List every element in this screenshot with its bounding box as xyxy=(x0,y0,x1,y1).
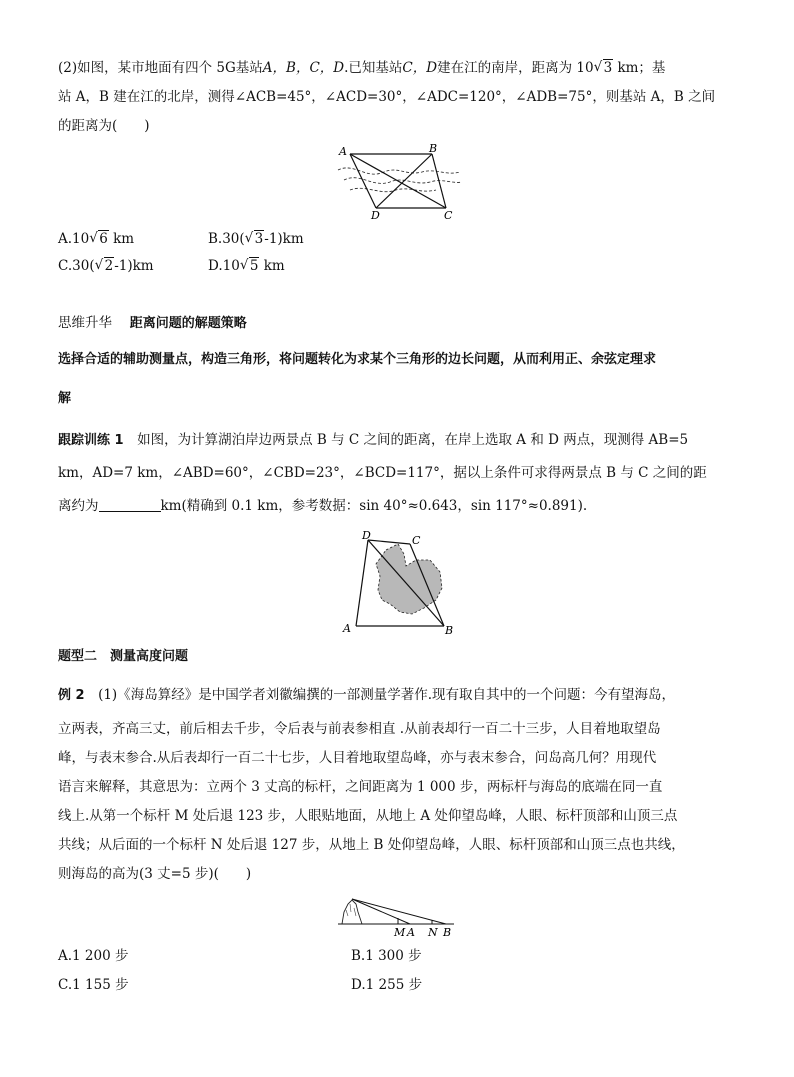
q2-text-b: A，B，C，D xyxy=(262,60,345,76)
label-d: D xyxy=(371,209,380,222)
example2-line-7: 则海岛的高为(3 丈=5 步)( ) xyxy=(58,866,252,882)
island-peak xyxy=(342,900,362,924)
summary-body-2: 解 xyxy=(58,391,72,406)
q2-text-e: 建在江的南岸，距离为 10 xyxy=(437,60,594,76)
lake-figure xyxy=(340,530,460,638)
q2-text-d: C，D xyxy=(402,60,438,76)
edge-da xyxy=(356,540,368,626)
diagonal-ac xyxy=(350,154,446,208)
sqrt-symbol: √ 5 xyxy=(240,256,260,276)
example2-line-6: 共线；从后面的一个标杆 N 处后退 127 步，从地上 B 处仰望岛峰，人眼、标杆顶部和山顶三点也共线， xyxy=(58,837,685,853)
river-bank-line xyxy=(338,168,460,174)
example2-option-d[interactable]: D.1 255 步 xyxy=(351,977,423,993)
q2-line-1 xyxy=(58,58,665,78)
q2-text-a: (2)如图，某市地面有四个 5G基站 xyxy=(58,60,263,76)
summary-title: 距离问题的解题策略 xyxy=(129,316,247,331)
answer-blank[interactable] xyxy=(99,497,161,512)
label-b: B xyxy=(429,142,438,155)
example2-option-b[interactable]: B.1 300 步 xyxy=(351,948,422,964)
example2-line-1: 例 2 (1)《海岛算经》是中国学者刘徽编撰的一部测量学著作.现有取自其中的一个问题：今有望海岛， xyxy=(58,687,675,703)
example2-line-3: 峰，与表末参合.从后表却行一百二十七步，人目着地取望岛峰，亦与表末参合，问岛高几何？用现代 xyxy=(58,750,657,766)
label-a: A xyxy=(407,926,415,938)
label-c: C xyxy=(444,209,453,222)
example2-label: 例 2 xyxy=(58,688,85,703)
island-figure xyxy=(338,890,458,938)
practice-line-2: km，AD=7 km，∠ABD=60°，∠CBD=23°，∠BCD=117°，据以上条件可求得两景点 B 与 C 之间的距 xyxy=(58,465,707,481)
label-c: C xyxy=(412,534,421,547)
label-b: B xyxy=(445,624,454,637)
type2-heading: 题型二 测量高度问题 xyxy=(58,649,189,664)
example2-line-2: 立两表，齐高三丈，前后相去千步，令后表与前表参相直 .从前表却行一百二十三步，人目着地取望岛 xyxy=(58,721,661,737)
q2-option-b[interactable]: B.30(√ 3-1)km xyxy=(208,229,304,249)
label-d: D xyxy=(362,530,371,542)
q2-text-c: .已知基站 xyxy=(344,60,403,76)
sqrt-symbol: √ 6 xyxy=(89,229,109,249)
practice-line-1: 跟踪训练 1 如图，为计算湖泊岸边两景点 B 与 C 之间的距离，在岸上选取 A 和 D 两点，现测得 AB=5 xyxy=(58,432,689,448)
edge-ad xyxy=(350,154,376,208)
q2-option-d[interactable]: D.10√ 5 km xyxy=(208,256,285,276)
label-m: M xyxy=(394,926,406,938)
diagonal-bd xyxy=(376,154,432,208)
q2-option-a[interactable]: A.10√ 6 km xyxy=(58,229,134,249)
example2-line-4: 语言来解释，其意思为：立两个 3 丈高的标杆，之间距离为 1 000 步，两标杆与海岛的底端在同一直 xyxy=(58,779,663,795)
q2-line-3: 的距离为( ) xyxy=(58,118,150,134)
label-b: B xyxy=(443,926,452,938)
example2-option-c[interactable]: C.1 155 步 xyxy=(58,977,129,993)
river-quadrilateral-figure xyxy=(336,142,466,222)
label-a: A xyxy=(343,622,351,635)
sqrt-symbol: √ 3 xyxy=(594,58,614,78)
lake-shape xyxy=(376,544,442,614)
example2-option-a[interactable]: A.1 200 步 xyxy=(58,948,129,964)
label-n: N xyxy=(428,926,438,938)
q2-text-f: km；基 xyxy=(613,60,666,76)
label-a: A xyxy=(339,145,347,158)
edge-dc xyxy=(368,540,410,544)
q2-option-c[interactable]: C.30(√ 2-1)km xyxy=(58,256,154,276)
summary-body-1: 选择合适的辅助测量点，构造三角形，将问题转化为求某个三角形的边长问题，从而利用正、余弦定理求 xyxy=(58,352,657,367)
sqrt-symbol: √ 2 xyxy=(95,256,115,276)
practice-label: 跟踪训练 1 xyxy=(58,433,124,448)
example2-line-5: 线上.从第一个标杆 M 处后退 123 步，人眼贴地面，从地上 A 处仰望岛峰，人眼、标杆顶部和山顶三点 xyxy=(58,808,678,824)
sqrt-symbol: √ 3 xyxy=(245,229,265,249)
summary-heading xyxy=(58,313,247,334)
q2-line-2: 站 A，B 建在江的北岸，测得∠ACB=45°，∠ACD=30°，∠ADC=120°，∠ADB=75°，则基站 A，B 之间 xyxy=(58,89,716,105)
summary-prefix: 思维升华 xyxy=(58,315,112,331)
practice-line-3: 离约为 km(精确到 0.1 km，参考数据：sin 40°≈0.643，sin 117°≈0.891). xyxy=(58,498,588,514)
